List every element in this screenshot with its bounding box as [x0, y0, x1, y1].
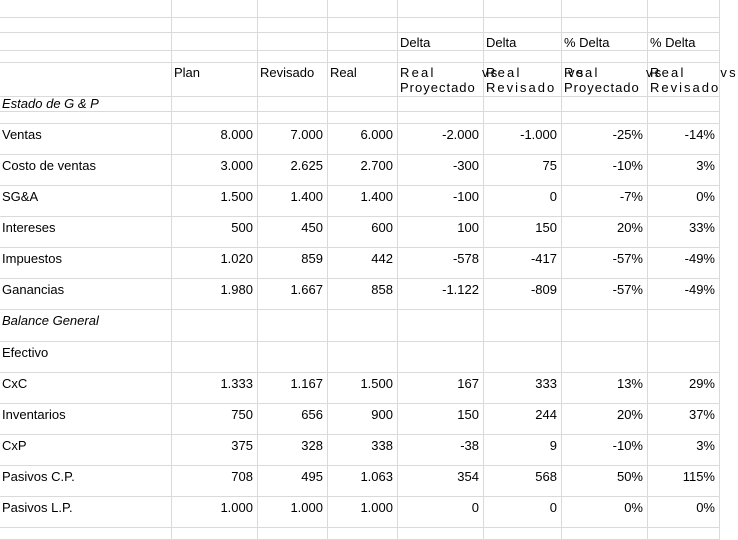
data-cell[interactable]: 20%: [562, 217, 648, 248]
column-header-line2: Proyectado: [400, 80, 476, 95]
column-header-top[interactable]: [258, 33, 328, 51]
empty-cell[interactable]: [172, 0, 258, 18]
column-header-top[interactable]: % Delta: [648, 33, 720, 51]
data-cell[interactable]: 0%: [562, 497, 648, 528]
column-header-line1: Real vs: [400, 65, 500, 80]
data-cell[interactable]: 333: [484, 373, 562, 404]
empty-cell[interactable]: [328, 51, 398, 63]
empty-cell[interactable]: [562, 96, 648, 112]
data-cell[interactable]: 50%: [562, 466, 648, 497]
data-cell[interactable]: -57%: [562, 248, 648, 279]
data-cell[interactable]: -49%: [648, 279, 720, 310]
empty-cell[interactable]: [258, 18, 328, 33]
empty-cell[interactable]: [328, 0, 398, 18]
section-title-balance[interactable]: Balance General: [0, 310, 172, 342]
data-cell[interactable]: 75: [484, 155, 562, 186]
empty-cell[interactable]: [398, 0, 484, 18]
empty-cell[interactable]: [172, 18, 258, 33]
data-cell[interactable]: -578: [398, 248, 484, 279]
empty-cell[interactable]: [258, 96, 328, 112]
data-cell[interactable]: 354: [398, 466, 484, 497]
empty-cell[interactable]: [648, 51, 720, 63]
column-header-top[interactable]: [328, 33, 398, 51]
empty-cell[interactable]: [562, 0, 648, 18]
column-header-top[interactable]: Delta: [398, 33, 484, 51]
empty-cell[interactable]: [648, 310, 720, 342]
empty-cell[interactable]: [562, 112, 648, 124]
data-cell[interactable]: [328, 342, 398, 373]
column-header-line2: Proyectado: [564, 80, 640, 95]
column-header[interactable]: [562, 63, 664, 97]
column-header-top[interactable]: Delta: [484, 33, 562, 51]
column-header[interactable]: [258, 63, 328, 97]
data-cell[interactable]: 900: [328, 404, 398, 435]
data-cell[interactable]: [398, 342, 484, 373]
data-cell[interactable]: 0: [398, 497, 484, 528]
empty-cell[interactable]: [172, 310, 258, 342]
row-label[interactable]: Efectivo: [0, 342, 172, 373]
data-cell[interactable]: 1.020: [172, 248, 258, 279]
data-cell[interactable]: 1.063: [328, 466, 398, 497]
data-cell[interactable]: 1.400: [328, 186, 398, 217]
data-cell[interactable]: 1.000: [328, 497, 398, 528]
section-title-pnl[interactable]: Estado de G & P: [0, 96, 172, 112]
data-cell[interactable]: -10%: [562, 155, 648, 186]
row-label[interactable]: Costo de ventas: [0, 155, 172, 186]
data-cell[interactable]: 9: [484, 435, 562, 466]
data-cell[interactable]: 3.000: [172, 155, 258, 186]
data-cell[interactable]: 20%: [562, 404, 648, 435]
empty-cell[interactable]: [398, 528, 484, 540]
empty-cell[interactable]: [258, 310, 328, 342]
column-header-line1: Real vs: [486, 65, 586, 80]
column-header[interactable]: [328, 63, 398, 97]
data-cell[interactable]: 0%: [648, 497, 720, 528]
data-cell[interactable]: -417: [484, 248, 562, 279]
data-cell[interactable]: 1.000: [172, 497, 258, 528]
empty-cell[interactable]: [172, 112, 258, 124]
data-cell[interactable]: 1.980: [172, 279, 258, 310]
data-cell[interactable]: -100: [398, 186, 484, 217]
empty-cell[interactable]: [258, 528, 328, 540]
empty-cell[interactable]: [484, 18, 562, 33]
row-label[interactable]: Pasivos L.P.: [0, 497, 172, 528]
data-cell[interactable]: 500: [172, 217, 258, 248]
data-cell[interactable]: 7.000: [258, 124, 328, 155]
data-cell[interactable]: [484, 342, 562, 373]
data-cell[interactable]: 656: [258, 404, 328, 435]
empty-cell[interactable]: [398, 112, 484, 124]
data-cell[interactable]: 1.000: [258, 497, 328, 528]
data-cell[interactable]: 1.333: [172, 373, 258, 404]
empty-cell[interactable]: [562, 528, 648, 540]
row-label[interactable]: Intereses: [0, 217, 172, 248]
data-cell[interactable]: 150: [398, 404, 484, 435]
empty-cell[interactable]: [648, 112, 720, 124]
empty-cell[interactable]: [172, 51, 258, 63]
empty-cell[interactable]: [328, 528, 398, 540]
empty-cell[interactable]: [398, 51, 484, 63]
data-cell[interactable]: 568: [484, 466, 562, 497]
row-label[interactable]: CxP: [0, 435, 172, 466]
empty-cell[interactable]: [648, 96, 720, 112]
column-header-line2: Revisado: [486, 80, 557, 95]
empty-cell[interactable]: [398, 310, 484, 342]
data-cell[interactable]: 8.000: [172, 124, 258, 155]
column-header-line1: Real vs: [564, 65, 664, 80]
data-cell[interactable]: -57%: [562, 279, 648, 310]
data-cell[interactable]: 29%: [648, 373, 720, 404]
data-cell[interactable]: 375: [172, 435, 258, 466]
data-cell[interactable]: [258, 342, 328, 373]
data-cell[interactable]: [172, 342, 258, 373]
empty-cell[interactable]: [484, 112, 562, 124]
data-cell[interactable]: 750: [172, 404, 258, 435]
data-cell[interactable]: 600: [328, 217, 398, 248]
data-cell[interactable]: [648, 342, 720, 373]
empty-cell[interactable]: [562, 310, 648, 342]
empty-cell[interactable]: [648, 18, 720, 33]
empty-cell[interactable]: [398, 18, 484, 33]
data-cell[interactable]: 1.500: [328, 373, 398, 404]
data-cell[interactable]: 37%: [648, 404, 720, 435]
empty-cell[interactable]: [484, 96, 562, 112]
data-cell[interactable]: -300: [398, 155, 484, 186]
column-header[interactable]: [0, 63, 172, 97]
column-header-top[interactable]: % Delta: [562, 33, 648, 51]
data-cell[interactable]: 328: [258, 435, 328, 466]
column-header-top[interactable]: [172, 33, 258, 51]
column-header[interactable]: [398, 63, 500, 97]
empty-cell[interactable]: [562, 18, 648, 33]
column-header-line1: Real vs: [650, 65, 738, 80]
data-cell[interactable]: -1.000: [484, 124, 562, 155]
data-cell[interactable]: 6.000: [328, 124, 398, 155]
empty-cell[interactable]: [0, 112, 172, 124]
data-cell[interactable]: -14%: [648, 124, 720, 155]
data-cell[interactable]: 0: [484, 186, 562, 217]
data-cell[interactable]: 2.700: [328, 155, 398, 186]
data-cell[interactable]: -10%: [562, 435, 648, 466]
empty-cell[interactable]: [328, 18, 398, 33]
row-label[interactable]: Ganancias: [0, 279, 172, 310]
empty-cell[interactable]: [0, 18, 172, 33]
empty-cell[interactable]: [648, 528, 720, 540]
empty-cell[interactable]: [258, 51, 328, 63]
empty-cell[interactable]: [484, 528, 562, 540]
empty-cell[interactable]: [398, 96, 484, 112]
empty-cell[interactable]: [0, 0, 172, 18]
data-cell[interactable]: -2.000: [398, 124, 484, 155]
column-header-line2: Revisado: [260, 65, 315, 80]
data-cell[interactable]: 858: [328, 279, 398, 310]
row-label[interactable]: Ventas: [0, 124, 172, 155]
data-cell[interactable]: 3%: [648, 155, 720, 186]
data-cell[interactable]: 2.625: [258, 155, 328, 186]
data-cell[interactable]: -49%: [648, 248, 720, 279]
column-header[interactable]: [484, 63, 586, 97]
empty-cell[interactable]: [258, 112, 328, 124]
data-cell[interactable]: 338: [328, 435, 398, 466]
data-cell[interactable]: 0: [484, 497, 562, 528]
column-header-line1: [2, 63, 171, 65]
empty-cell[interactable]: [0, 528, 172, 540]
empty-cell[interactable]: [258, 0, 328, 18]
data-cell[interactable]: 33%: [648, 217, 720, 248]
data-cell[interactable]: 859: [258, 248, 328, 279]
column-header-line2: Plan: [174, 65, 201, 80]
empty-cell[interactable]: [484, 51, 562, 63]
empty-cell[interactable]: [648, 0, 720, 18]
column-header-top[interactable]: [0, 33, 172, 51]
empty-cell[interactable]: [172, 96, 258, 112]
data-cell[interactable]: 3%: [648, 435, 720, 466]
row-label[interactable]: Inventarios: [0, 404, 172, 435]
column-header[interactable]: [172, 63, 258, 97]
column-header-line2: Revisado: [650, 80, 721, 95]
data-cell[interactable]: -38: [398, 435, 484, 466]
data-cell[interactable]: 100: [398, 217, 484, 248]
empty-cell[interactable]: [484, 0, 562, 18]
row-label[interactable]: SG&A: [0, 186, 172, 217]
empty-cell[interactable]: [328, 112, 398, 124]
data-cell[interactable]: 442: [328, 248, 398, 279]
data-cell[interactable]: 1.167: [258, 373, 328, 404]
data-cell[interactable]: 708: [172, 466, 258, 497]
row-label[interactable]: Pasivos C.P.: [0, 466, 172, 497]
row-label[interactable]: CxC: [0, 373, 172, 404]
empty-cell[interactable]: [484, 310, 562, 342]
data-cell[interactable]: 1.667: [258, 279, 328, 310]
data-cell[interactable]: -7%: [562, 186, 648, 217]
data-cell[interactable]: 495: [258, 466, 328, 497]
data-cell[interactable]: -1.122: [398, 279, 484, 310]
column-header-line2: Real: [330, 65, 357, 80]
data-cell[interactable]: 13%: [562, 373, 648, 404]
empty-cell[interactable]: [562, 51, 648, 63]
row-label[interactable]: Impuestos: [0, 248, 172, 279]
empty-cell[interactable]: [172, 528, 258, 540]
data-cell[interactable]: -809: [484, 279, 562, 310]
data-cell[interactable]: 1.400: [258, 186, 328, 217]
data-cell[interactable]: 1.500: [172, 186, 258, 217]
data-cell[interactable]: -25%: [562, 124, 648, 155]
empty-cell[interactable]: [328, 96, 398, 112]
data-cell[interactable]: 115%: [648, 466, 720, 497]
data-cell[interactable]: 167: [398, 373, 484, 404]
empty-cell[interactable]: [328, 310, 398, 342]
data-cell[interactable]: 244: [484, 404, 562, 435]
column-header[interactable]: [648, 63, 738, 97]
empty-cell[interactable]: [0, 51, 172, 63]
data-cell[interactable]: 150: [484, 217, 562, 248]
data-cell[interactable]: 450: [258, 217, 328, 248]
data-cell[interactable]: [562, 342, 648, 373]
data-cell[interactable]: 0%: [648, 186, 720, 217]
